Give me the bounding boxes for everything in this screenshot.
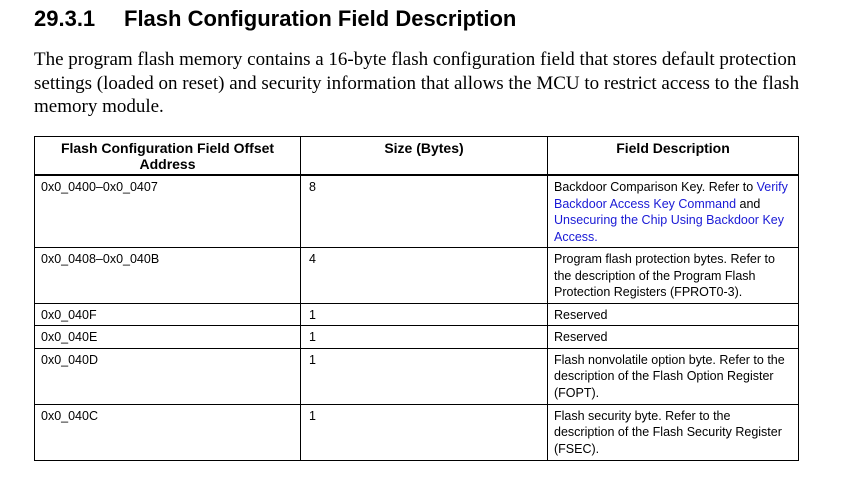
description-text: Backdoor Comparison Key. Refer to <box>554 180 757 194</box>
link-period: . <box>594 229 598 244</box>
cell-description: Program flash protection bytes. Refer to the description of the Program Flash Protection Registers (FPROT0-3). <box>548 248 799 304</box>
unsecuring-chip-link[interactable]: Unsecuring the Chip Using Backdoor Key Access <box>554 213 784 244</box>
table-row <box>35 248 799 304</box>
cell-offset: 0x0_040E <box>35 326 301 349</box>
cell-description: Flash nonvolatile option byte. Refer to the description of the Flash Option Register (FOPT). <box>548 348 799 404</box>
header-description: Field Description <box>548 137 799 176</box>
cell-description: Reserved <box>548 326 799 349</box>
cell-offset: 0x0_040C <box>35 404 301 460</box>
cell-description <box>548 175 799 248</box>
table-row <box>35 175 799 248</box>
cell-size: 1 <box>301 303 548 326</box>
cell-description: Flash security byte. Refer to the description of the Flash Security Register (FSEC). <box>548 404 799 460</box>
table-row <box>35 348 799 404</box>
cell-offset: 0x0_040D <box>35 348 301 404</box>
intro-paragraph: The program flash memory contains a 16-byte flash configuration field that stores default protection settings (loaded on reset) and security information that allows the MCU to restrict access to the flash memory module. <box>34 49 800 117</box>
cell-size: 1 <box>301 348 548 404</box>
section-title: Flash Configuration Field Description <box>124 6 517 31</box>
cell-offset: 0x0_0408–0x0_040B <box>35 248 301 304</box>
cell-description: Reserved <box>548 303 799 326</box>
section-number: 29.3.1 <box>34 6 96 31</box>
table-row <box>35 404 799 460</box>
cell-offset: 0x0_0400–0x0_0407 <box>35 175 301 248</box>
cell-offset: 0x0_040F <box>35 303 301 326</box>
description-text: and <box>736 196 761 211</box>
header-size: Size (Bytes) <box>301 137 548 176</box>
table-row <box>35 326 799 349</box>
section-heading <box>34 6 516 32</box>
verify-backdoor-link[interactable]: Verify Backdoor Access Key Command <box>554 180 788 211</box>
cell-size: 1 <box>301 326 548 349</box>
flash-config-table <box>34 136 799 461</box>
cell-size: 4 <box>301 248 548 304</box>
table-row <box>35 303 799 326</box>
cell-size: 8 <box>301 175 548 248</box>
table-header-row <box>35 137 799 176</box>
header-offset: Flash Configuration Field Offset Address <box>35 137 301 176</box>
cell-size: 1 <box>301 404 548 460</box>
